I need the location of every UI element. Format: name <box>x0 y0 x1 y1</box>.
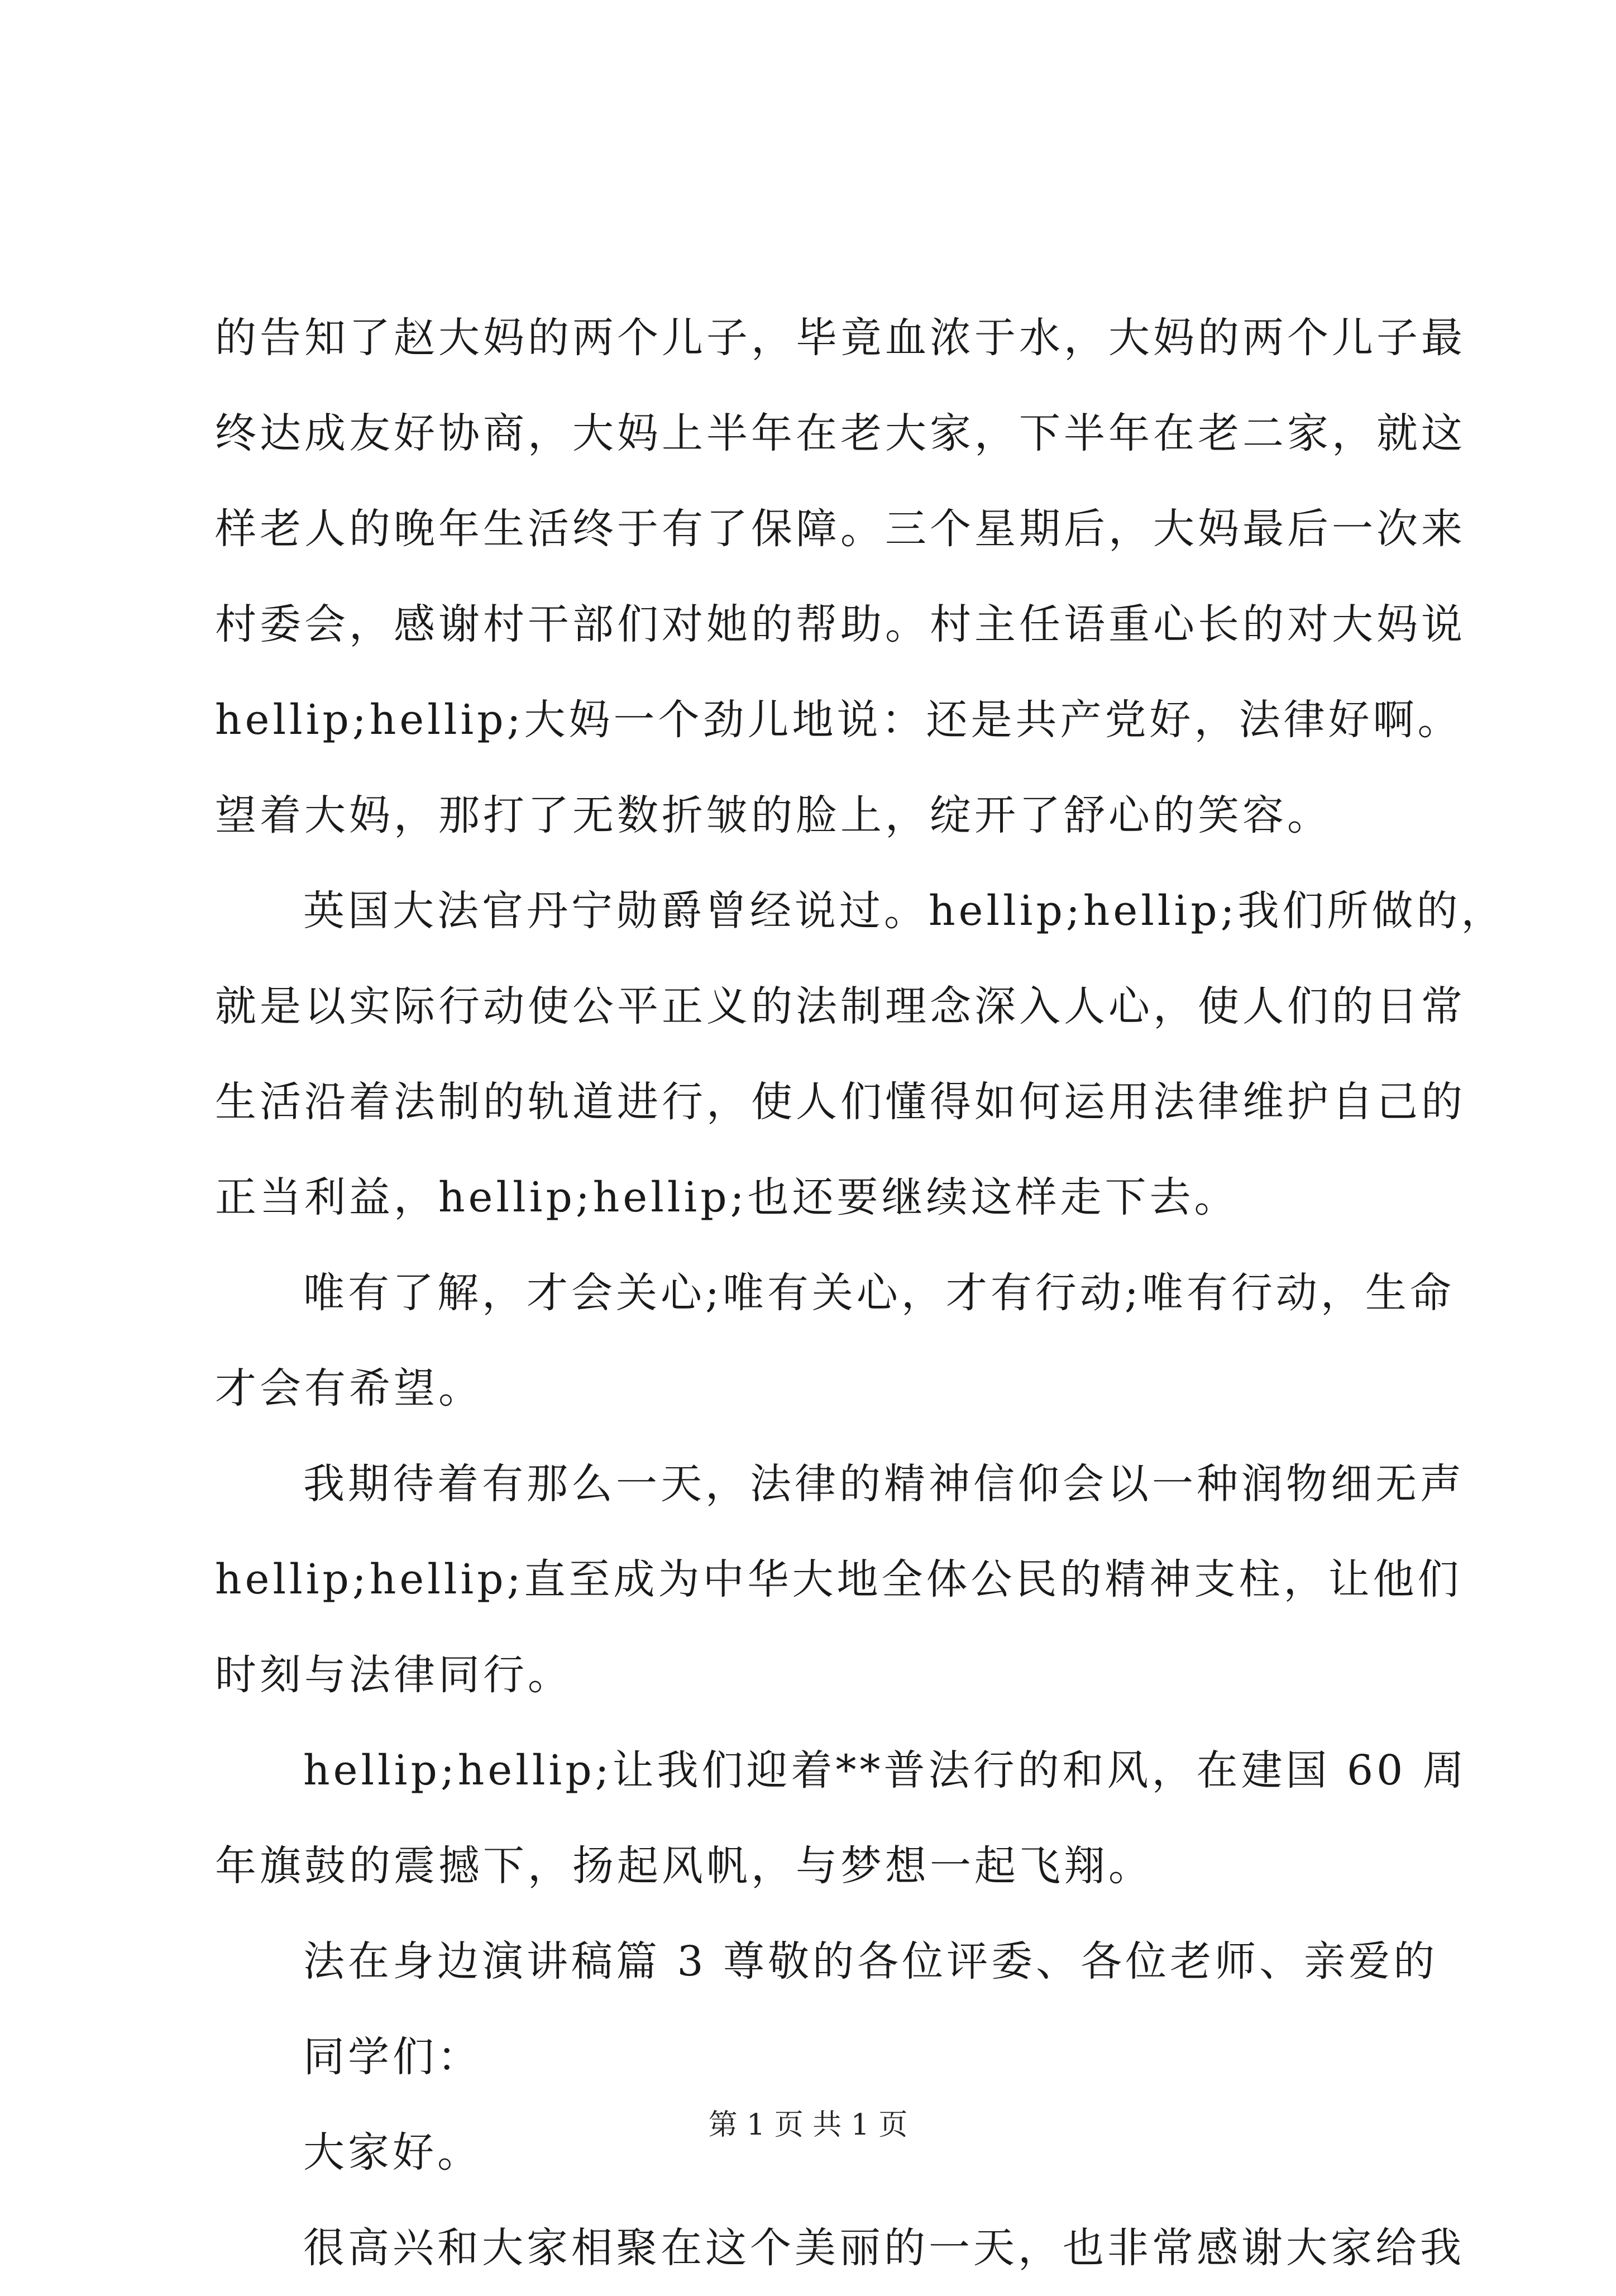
paragraph <box>215 863 1506 1245</box>
text-line: 唯有了解，才会关心;唯有关心，才有行动;唯有行动，生命 <box>303 1269 1455 1317</box>
paragraph <box>215 2009 1416 2105</box>
page-footer: 第 1 页 共 1 页 <box>708 2108 908 2142</box>
paragraph <box>215 290 1466 863</box>
text-line: 生活沿着法制的轨道进行，使人们懂得如何运用法律维护自己的 <box>215 1078 1466 1126</box>
text-line: 我期待着有那么一天，法律的精神信仰会以一种润物细无声 <box>303 1460 1465 1508</box>
text-line: hellip;hellip;大妈一个劲儿地说：还是共产党好，法律好啊。 <box>215 696 1462 744</box>
text-line: 望着大妈，那打了无数折皱的脸上，绽开了舒心的笑容。 <box>215 791 1332 839</box>
text-line: 终达成友好协商，大妈上半年在老大家，下半年在老二家，就这 <box>215 409 1466 457</box>
paragraph <box>215 1723 1467 1914</box>
text-line: 正当利益，hellip;hellip;也还要继续这样走下去。 <box>215 1173 1239 1221</box>
text-line: hellip;hellip;让我们迎着**普法行的和风，在建国 60 周 <box>303 1746 1467 1794</box>
text-line: 就是以实际行动使公平正义的法制理念深入人心，使人们的日常 <box>215 982 1466 1030</box>
paragraph <box>215 1245 1455 1436</box>
text-line: 很高兴和大家相聚在这个美丽的一天，也非常感谢大家给我 <box>303 2224 1465 2272</box>
text-line: 村委会，感谢村干部们对她的帮助。村主任语重心长的对大妈说 <box>215 600 1466 648</box>
text-line: 的告知了赵大妈的两个儿子，毕竟血浓于水，大妈的两个儿子最 <box>215 314 1466 362</box>
text-line: 才会有希望。 <box>215 1364 483 1412</box>
text-line: 同学们： <box>303 2033 482 2081</box>
text-line: 英国大法官丹宁勋爵曾经说过。hellip;hellip;我们所做的， <box>303 887 1506 935</box>
paragraph <box>215 2200 1465 2296</box>
text-line: 法在身边演讲稿篇 3 尊敬的各位评委、各位老师、亲爱的 <box>303 1937 1438 1985</box>
text-line: hellip;hellip;直至成为中华大地全体公民的精神支柱，让他们 <box>215 1555 1462 1603</box>
paragraph <box>215 1914 1438 2009</box>
text-line: 时刻与法律同行。 <box>215 1651 572 1699</box>
document-body <box>215 290 1506 2296</box>
text-line: 样老人的晚年生活终于有了保障。三个星期后，大妈最后一次来 <box>215 505 1466 553</box>
text-line: 年旗鼓的震撼下，扬起风帆，与梦想一起飞翔。 <box>215 1842 1153 1890</box>
paragraph <box>215 1436 1465 1723</box>
text-line: 大家好。 <box>303 2128 482 2176</box>
